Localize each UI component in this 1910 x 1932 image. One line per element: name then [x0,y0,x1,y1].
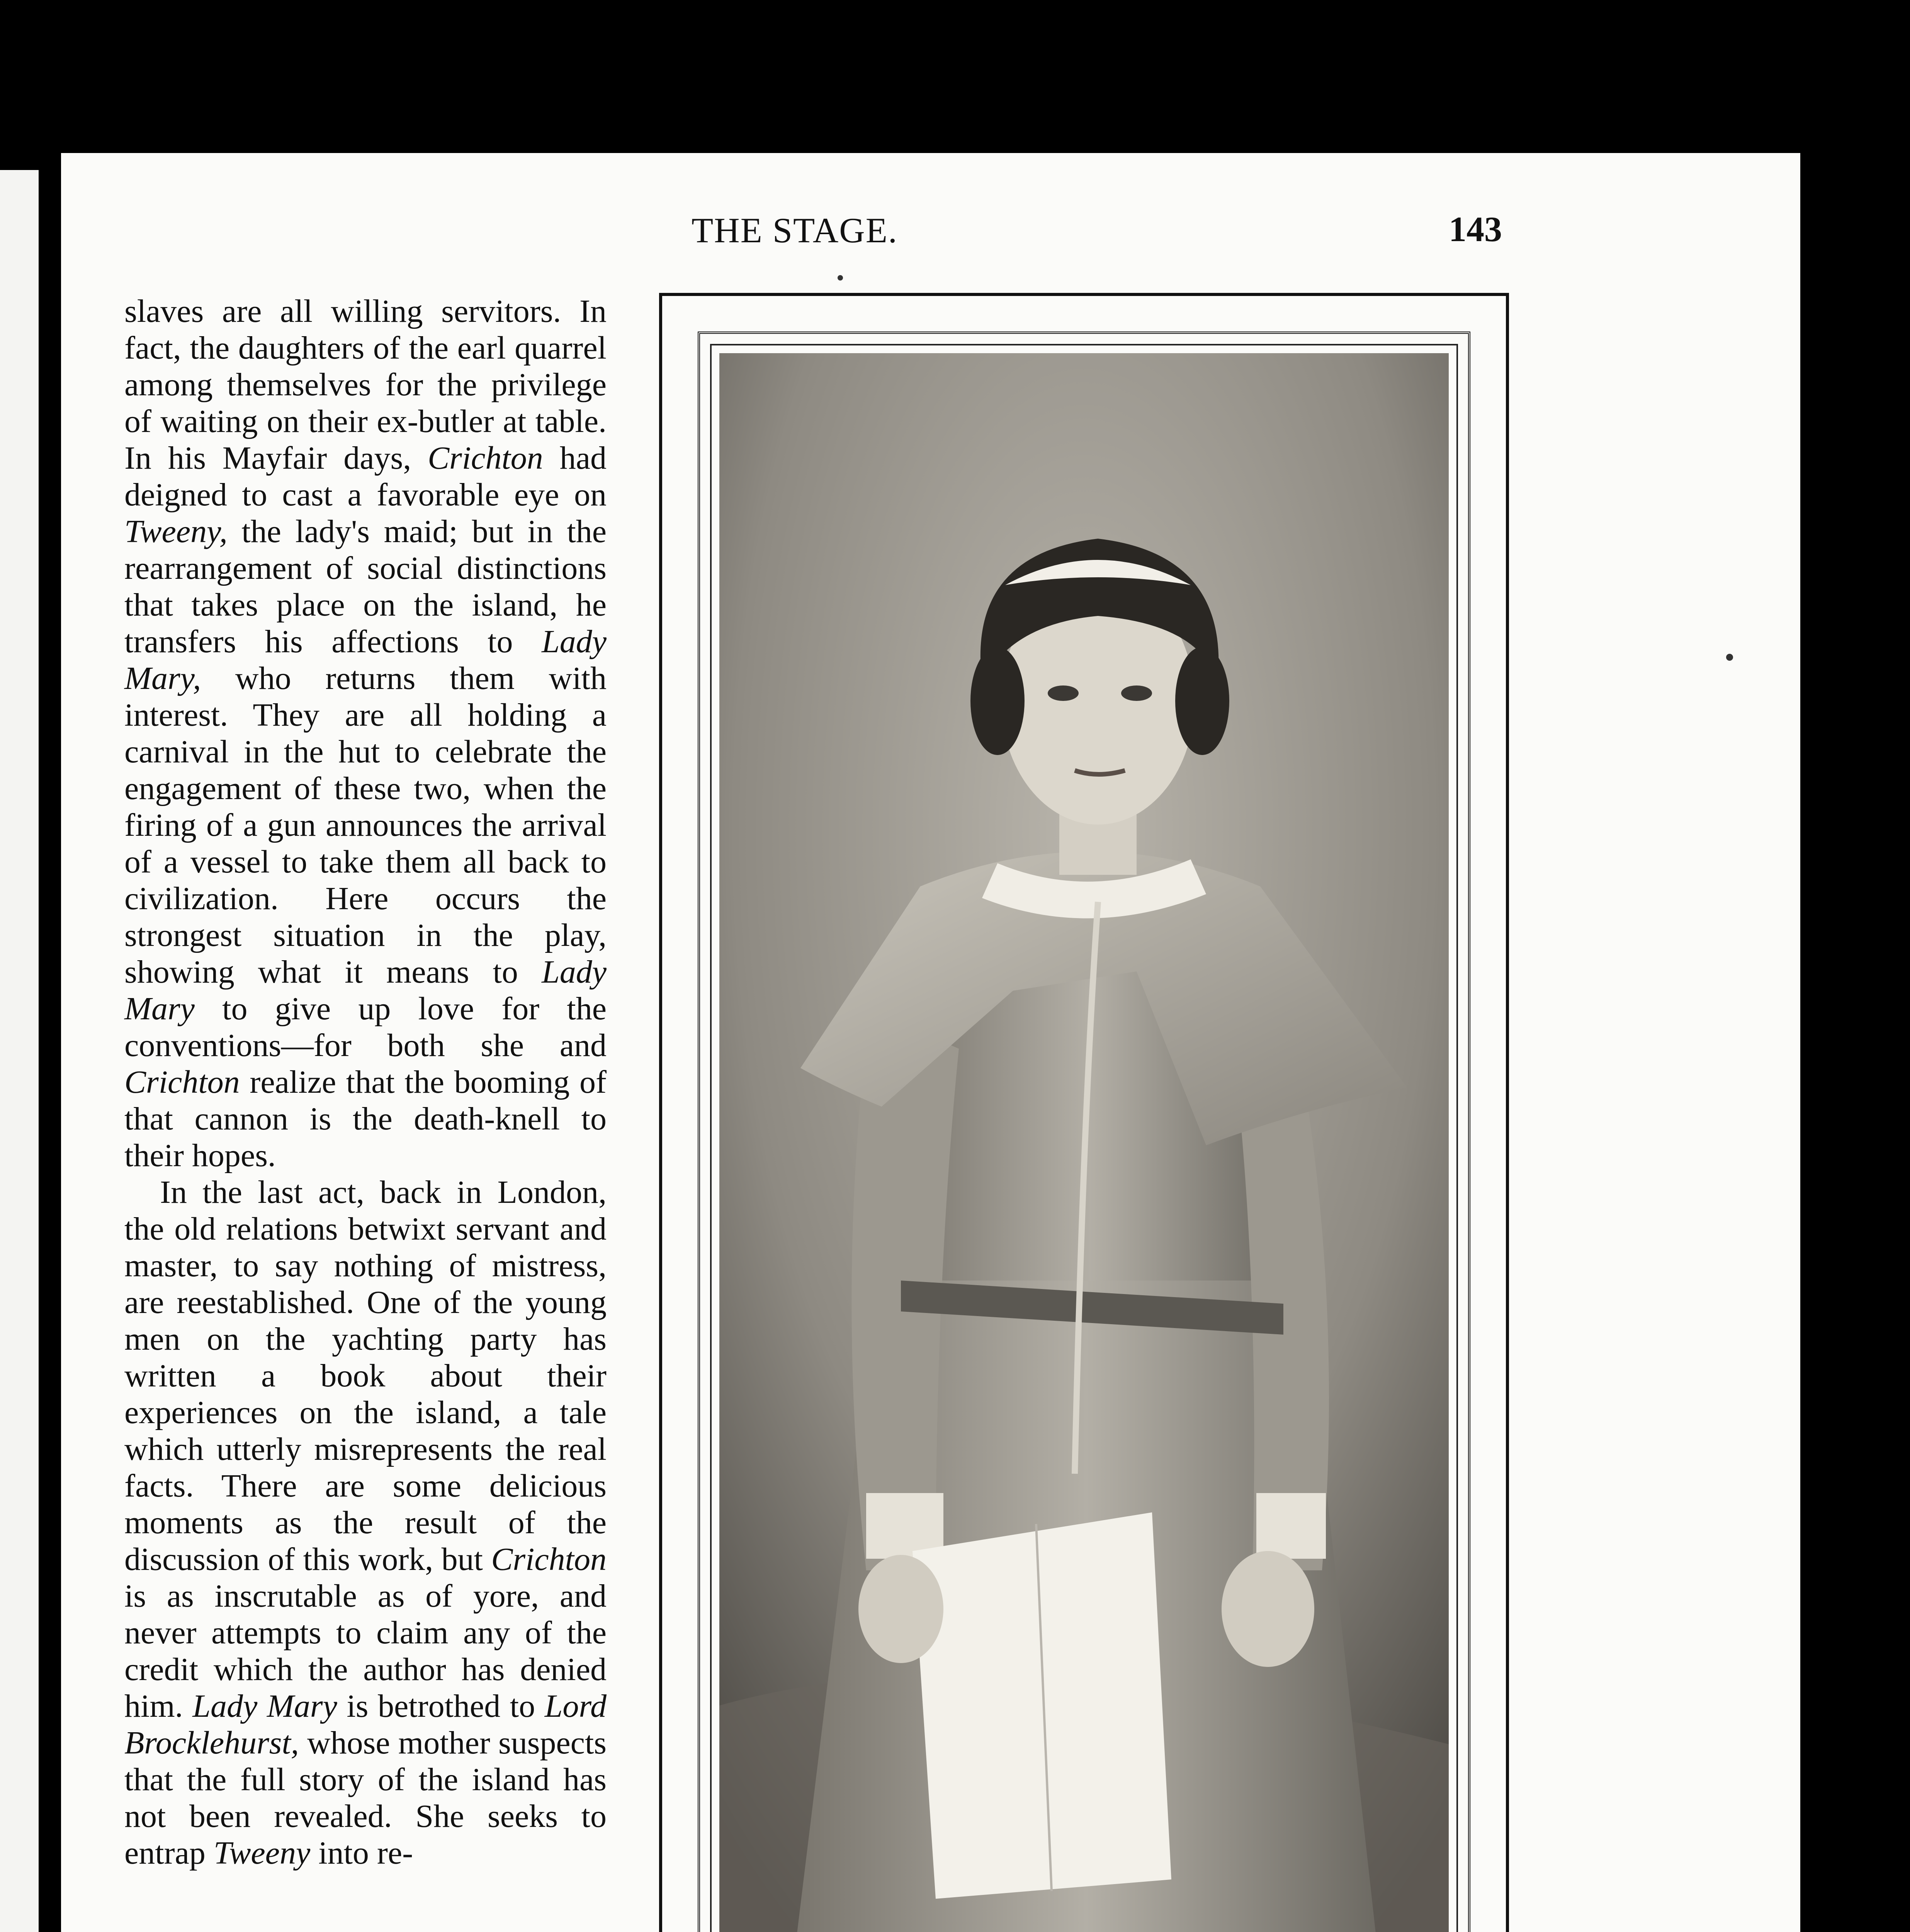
text-run: the lady's maid; but in the rearrangement of social distinctions that takes place on the island, he transfers his affections to [124,514,607,660]
italic-name: Tweeny [213,1835,311,1871]
facing-page-edge [0,170,39,1932]
text-run: is as inscrutable as of yore, and never attempts to claim any of the credit which the author has denied him. [124,1578,607,1724]
italic-name: Crichton [124,1064,240,1100]
running-title: THE STAGE. [692,211,898,250]
italic-name: Lady Mary, [124,624,607,696]
italic-name: Lady Mary [192,1688,337,1724]
print-speck [1726,654,1733,661]
italic-name: Tweeny, [124,514,228,549]
text-run: slaves are all willing servitors. In fact, the daughters of the earl quarrel among themselves for the privilege of waiting on their ex-butler at table. In his Mayfair days, [124,293,607,476]
text-run: to give up love for the conventions—for both she and [124,991,607,1063]
text-run: had deigned to cast a favorable eye on [124,440,607,513]
article-paragraph [124,293,607,1174]
italic-name: Lord Brocklehurst, [124,1688,607,1761]
column-left-top [124,293,607,1871]
page-number: 143 [1449,209,1502,249]
text-run: realize that the booming of that cannon is the death-knell to their hopes. [124,1064,607,1173]
italic-name: Crichton [491,1541,607,1577]
text-run: is betrothed to [337,1688,545,1724]
portrait-photograph [719,353,1449,1932]
text-run: into re- [310,1835,413,1871]
text-run: whose mother suspects that the full story of the island has not been revealed. She seeks to entrap [124,1725,607,1871]
article-paragraph [124,1174,607,1871]
italic-name: Crichton [428,440,543,476]
text-run: who returns them with interest. They are all holding a carnival in the hut to celebrate the engagement of these two, when the firing of a gun announces the arrival of a vessel to take them all back to civilization. Here occurs the strongest situation in the play, showing what it means to [124,660,607,990]
print-speck [838,275,843,281]
text-run: In the last act, back in London, the old relations betwixt servant and master, to say nothing of mistress, are reestablished. One of the young men on the yachting party has written a book about their experiences on the island, a tale which utterly misrepresents the real facts. There are some delicious moments as the result of the discussion of this work, but [124,1174,607,1577]
italic-name: Lady Mary [124,954,607,1027]
